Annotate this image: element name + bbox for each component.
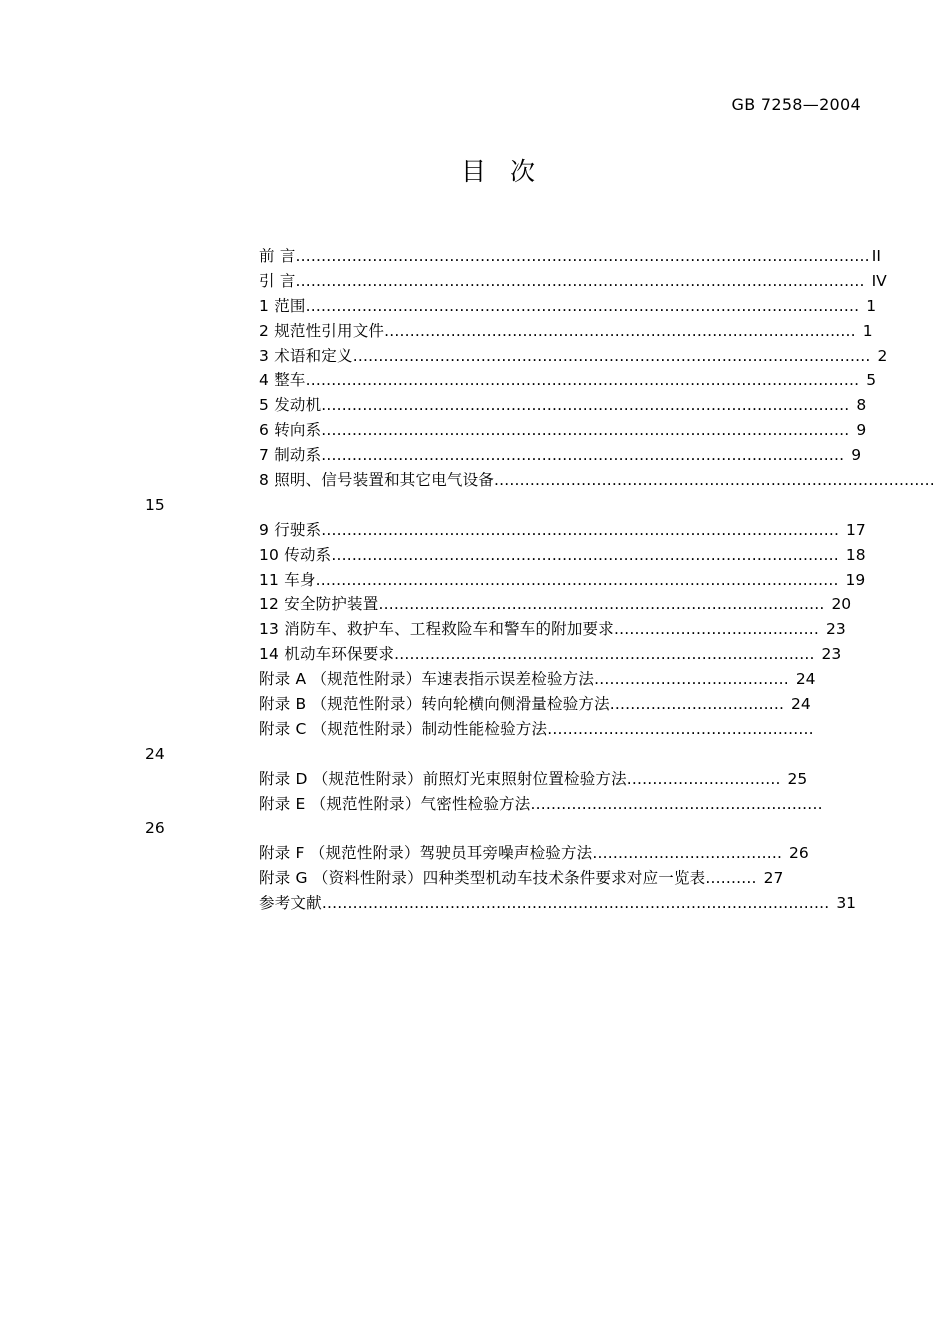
toc-entry[interactable] [0, 891, 950, 916]
toc-page-number: 24 [786, 695, 811, 714]
toc-page-number: 2 [872, 346, 888, 365]
table-of-contents [0, 244, 950, 916]
page-title: 目 次 [461, 157, 543, 186]
toc-leader-dots: ........................................ [613, 620, 820, 639]
toc-page-number: 27 [758, 869, 784, 888]
toc-entry-label: 附录 E （规范性附录）气密性检验方法 [259, 794, 531, 813]
toc-entry[interactable] [0, 543, 950, 568]
toc-entry[interactable] [0, 319, 950, 344]
toc-entry-label: 8 照明、信号装置和其它电气设备 [259, 471, 494, 490]
toc-leader-dots: ..................................................................................................... [321, 520, 840, 539]
toc-entry-label: 参考文献 [259, 894, 322, 913]
toc-entry-line [259, 294, 876, 319]
toc-entry[interactable] [0, 443, 950, 468]
toc-entry[interactable] [0, 642, 950, 667]
toc-entry-line [259, 667, 816, 692]
toc-entry-line [259, 244, 881, 269]
toc-entry[interactable] [0, 792, 950, 817]
toc-entry-label: 附录 F （规范性附录）驾驶员耳旁噪声检验方法 [259, 844, 593, 863]
toc-page-number: II [871, 247, 881, 265]
toc-page-number: 9 [851, 421, 867, 440]
toc-wrapped-page-row [0, 493, 950, 518]
toc-entry[interactable] [0, 717, 950, 742]
toc-leader-dots: ...................................................................................................... [315, 570, 839, 589]
toc-entry[interactable] [0, 294, 950, 319]
toc-entry-label: 附录 C （规范性附录）制动性能检验方法 [259, 719, 548, 738]
toc-entry-line [259, 518, 866, 543]
toc-page-number: 18 [840, 545, 866, 564]
toc-page-number: 9 [846, 446, 862, 465]
toc-page-number: 17 [841, 520, 866, 539]
toc-page-number: 25 [782, 769, 808, 788]
toc-page-number: 1 [861, 296, 877, 315]
toc-entry[interactable] [0, 269, 950, 294]
toc-page-number: 26 [145, 819, 165, 838]
toc-entry[interactable] [0, 592, 950, 617]
toc-leader-dots: ...................................................................................... [494, 471, 935, 490]
toc-page-number: 26 [784, 844, 809, 863]
toc-leader-dots: ............................................................................................................ [305, 371, 860, 390]
toc-leader-dots: ....................................................................................... [378, 595, 825, 614]
toc-entry-label: 14 机动车环保要求 [259, 645, 395, 664]
toc-page-number: 8 [851, 396, 867, 415]
toc-entry-line [259, 617, 846, 642]
toc-page-number: 19 [840, 570, 866, 589]
toc-entry-line [259, 568, 865, 593]
toc-entry-line [259, 891, 856, 916]
toc-entry-label: 6 转向系 [259, 421, 322, 440]
toc-entry-label: 2 规范性引用文件 [259, 321, 385, 340]
toc-entry[interactable] [0, 617, 950, 642]
toc-page-number: 1 [857, 321, 873, 340]
toc-entry[interactable] [0, 866, 950, 891]
toc-leader-dots: ...................................................................................................... [321, 446, 845, 465]
toc-page-number: 20 [826, 595, 852, 614]
toc-entry[interactable] [0, 344, 950, 369]
toc-entry-line [259, 269, 887, 294]
toc-entry-line [259, 468, 935, 493]
toc-entry-line [259, 642, 841, 667]
toc-entry-line [259, 393, 866, 418]
toc-entry-label: 前 言 [259, 247, 296, 265]
toc-entry[interactable] [0, 568, 950, 593]
toc-entry[interactable] [0, 841, 950, 866]
toc-entry-label: 4 整车 [259, 371, 306, 390]
toc-entry-label: 10 传动系 [259, 545, 332, 564]
toc-leader-dots: ......................................................... [530, 794, 823, 813]
toc-page-number: 5 [861, 371, 877, 390]
toc-leader-dots: ............................................................................................................ [305, 296, 860, 315]
toc-leader-dots: .................................................................................. [394, 645, 815, 664]
toc-entry-label: 7 制动系 [259, 446, 322, 465]
toc-entry[interactable] [0, 667, 950, 692]
toc-entry-label: 11 车身 [259, 570, 316, 589]
toc-wrapped-page-row [0, 816, 950, 841]
standard-code: GB 7258—2004 [731, 95, 861, 114]
toc-entry-label: 1 范围 [259, 296, 306, 315]
toc-wrapped-page-row [0, 742, 950, 767]
toc-entry-line [259, 344, 887, 369]
toc-entry[interactable] [0, 418, 950, 443]
toc-entry-line [259, 692, 811, 717]
toc-entry[interactable] [0, 518, 950, 543]
toc-entry-label: 附录 B （规范性附录）转向轮横向侧滑量检验方法 [259, 695, 610, 714]
toc-leader-dots: ..................................... [592, 844, 783, 863]
toc-entry[interactable] [0, 767, 950, 792]
toc-leader-dots: ....................................................................................................... [321, 396, 850, 415]
toc-leader-dots: ............................................................................................................... [295, 271, 865, 290]
toc-entry-label: 附录 G （资料性附录）四种类型机动车技术条件要求对应一览表 [259, 869, 706, 888]
toc-page-number: 31 [831, 894, 857, 913]
toc-entry-line [259, 792, 823, 817]
toc-entry-line [259, 841, 809, 866]
toc-leader-dots: .................................. [609, 695, 785, 714]
toc-page-number: 23 [821, 620, 846, 639]
toc-entry-line [259, 592, 851, 617]
toc-leader-dots: ................................................................................................... [331, 545, 839, 564]
toc-entry-label: 5 发动机 [259, 396, 322, 415]
toc-entry-line [259, 717, 814, 742]
toc-entry-line [259, 368, 876, 393]
toc-page-number: 24 [790, 670, 816, 689]
toc-page-number: IV [866, 271, 887, 290]
toc-entry-label: 引 言 [259, 271, 296, 290]
toc-leader-dots: .......... [705, 869, 757, 888]
toc-entry[interactable] [0, 393, 950, 418]
toc-entry[interactable] [0, 244, 950, 269]
toc-page-number: 15 [145, 495, 165, 514]
toc-entry-line [259, 443, 861, 468]
toc-leader-dots: ....................................................................................................... [321, 421, 850, 440]
toc-entry[interactable] [0, 692, 950, 717]
toc-entry-label: 附录 D （规范性附录）前照灯光束照射位置检验方法 [259, 769, 627, 788]
toc-leader-dots: ............................................................................................ [384, 321, 856, 340]
toc-leader-dots: ..................................................................................................... [352, 346, 871, 365]
toc-entry-line [259, 767, 807, 792]
toc-leader-dots: .............................. [626, 769, 781, 788]
toc-entry-label: 3 术语和定义 [259, 346, 353, 365]
toc-entry-line [259, 866, 783, 891]
toc-page-number: 24 [145, 744, 165, 763]
toc-entry-label: 附录 A （规范性附录）车速表指示误差检验方法 [259, 670, 595, 689]
toc-entry-label: 9 行驶系 [259, 520, 322, 539]
toc-entry[interactable] [0, 368, 950, 393]
toc-entry-line [259, 319, 873, 344]
toc-leader-dots: ...................................... [594, 670, 789, 689]
toc-leader-dots: .................................................... [547, 719, 814, 738]
toc-entry-label: 13 消防车、救护车、工程救险车和警车的附加要求 [259, 620, 614, 639]
toc-leader-dots: ................................................................................................... [321, 894, 830, 913]
toc-leader-dots: ................................................................................................................ [295, 247, 870, 265]
toc-entry-line [259, 543, 866, 568]
toc-entry-label: 12 安全防护装置 [259, 595, 379, 614]
toc-entry-line [259, 418, 866, 443]
toc-entry[interactable] [0, 468, 950, 493]
toc-page-number: 23 [816, 645, 842, 664]
